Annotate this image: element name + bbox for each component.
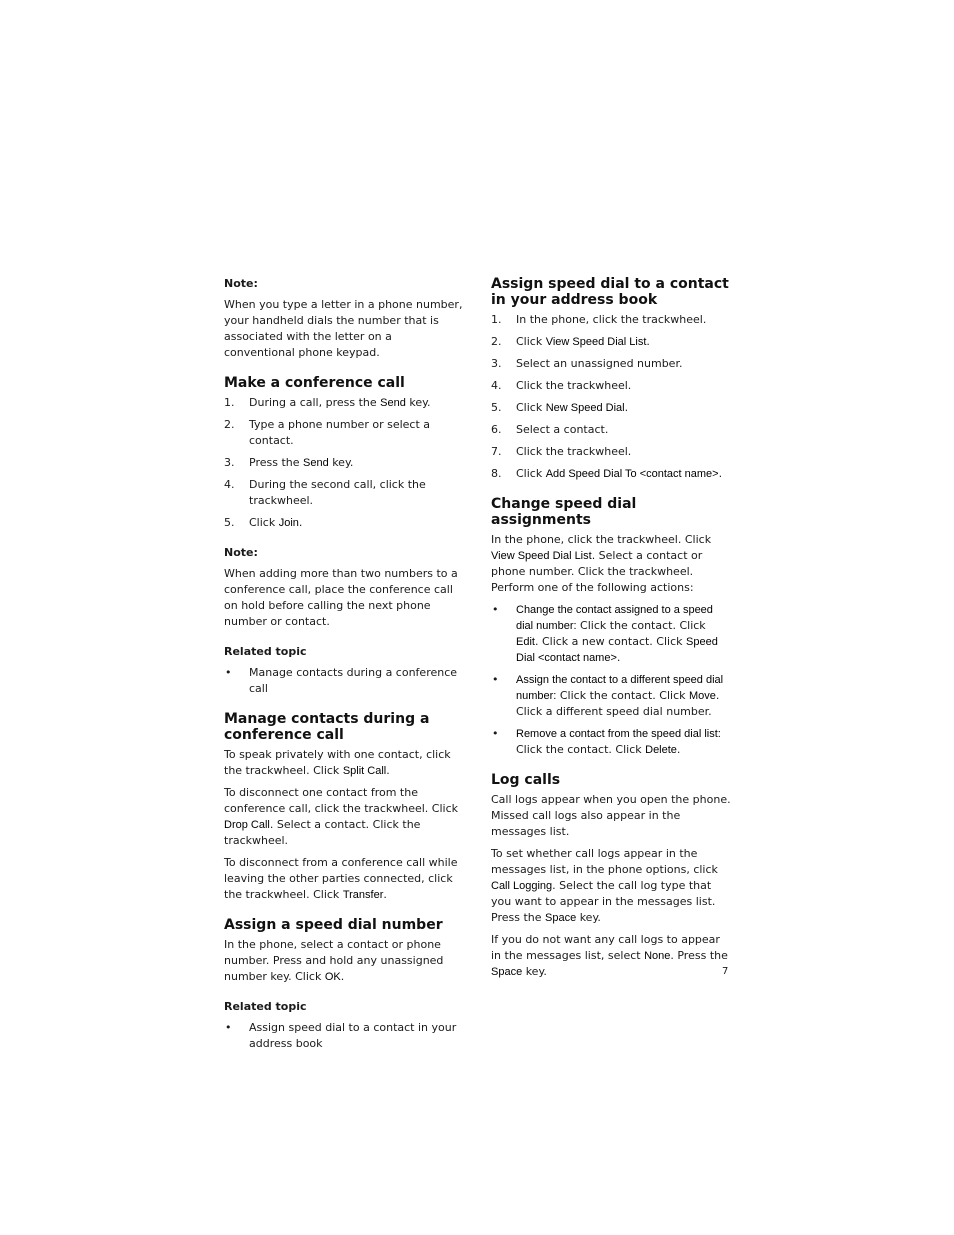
note-label: Note: <box>224 277 258 290</box>
step-number: 1. <box>224 396 235 409</box>
step-text: During the second call, click the trackwheel. <box>249 478 426 507</box>
section-heading: Manage contacts during a conference call <box>224 711 430 743</box>
text: key. <box>522 965 547 978</box>
ui-term: Move <box>688 690 716 702</box>
step-number: 3. <box>491 357 502 370</box>
step-text: . <box>718 467 723 480</box>
text: . <box>340 970 345 983</box>
text: To disconnect one contact from the conference call, click the trackwheel. Click <box>224 786 458 815</box>
step-text: . <box>624 401 629 414</box>
list-item <box>224 477 464 509</box>
ui-term: Add Speed Dial To <contact name> <box>545 468 719 480</box>
bullet-icon: • <box>492 603 499 616</box>
text: . Click a different speed dial number. <box>516 689 720 718</box>
page-number: 7 <box>722 966 729 977</box>
text: If you do not want any call logs to appear in the messages list, select <box>491 933 720 962</box>
step-number: 1. <box>491 313 502 326</box>
text: To disconnect from a conference call while leaving the other parties connected, click the trackwheel. Click <box>224 856 458 901</box>
ui-term: Send <box>380 397 406 409</box>
section-assign-speed-dial-contact <box>491 276 731 482</box>
ui-term: Space <box>545 912 577 924</box>
text: . <box>383 888 387 901</box>
list-item <box>224 515 464 531</box>
section-change-speed-dial <box>491 496 731 758</box>
list-item <box>491 356 731 372</box>
action-lead: Remove a contact from the speed dial list: <box>516 728 721 740</box>
section-heading: Assign speed dial to a contact in your address book <box>491 276 729 308</box>
step-text: Type a phone number or select a contact. <box>249 418 431 447</box>
ui-term: None <box>644 950 671 962</box>
text: . Select a contact. Click the trackwheel. <box>224 818 421 847</box>
ui-term: Join <box>278 517 299 529</box>
related-topic-link[interactable]: Assign speed dial to a contact in your address book <box>249 1021 457 1050</box>
list-item <box>491 602 731 666</box>
list-item <box>491 312 731 328</box>
related-topic-link[interactable]: Manage contacts during a conference call <box>249 666 458 695</box>
related-topic-item[interactable] <box>224 665 464 697</box>
note-block <box>224 276 464 361</box>
steps-list <box>224 395 464 531</box>
related-topic-label: Related topic <box>224 1000 307 1013</box>
step-text: Click <box>516 467 546 480</box>
step-text: Click <box>249 516 279 529</box>
ui-term: Space <box>491 966 523 978</box>
step-text: Click <box>516 401 546 414</box>
ui-term: Speed Dial <contact name> <box>516 636 718 664</box>
text: In the phone, select a contact or phone number. Press and hold any unassigned number key. Click <box>224 938 444 983</box>
paragraph <box>491 932 731 980</box>
section-manage-contacts <box>224 711 464 903</box>
ui-term: Transfer <box>342 889 384 901</box>
text: key. <box>576 911 601 924</box>
paragraph <box>224 937 464 985</box>
section-heading: Assign a speed dial number <box>224 917 443 933</box>
section-heading: Change speed dial assignments <box>491 496 637 528</box>
text: . Select the call log type that you want to appear in the messages list. Press the <box>491 879 716 924</box>
text: . <box>676 743 681 756</box>
text: . <box>386 764 390 777</box>
note-text: When you type a letter in a phone number, your handheld dials the number that is associated with the letter on a conventional phone keypad. <box>224 298 463 359</box>
list-item <box>491 466 731 482</box>
ui-term: View Speed Dial List <box>545 336 647 348</box>
step-text: Click <box>516 335 546 348</box>
step-text: During a call, press the <box>249 396 381 409</box>
section-heading: Log calls <box>491 772 561 788</box>
list-item <box>491 726 731 758</box>
step-number: 4. <box>491 379 502 392</box>
step-text: . <box>646 335 650 348</box>
step-text: Select a contact. <box>516 423 609 436</box>
text: . <box>616 651 621 664</box>
paragraph <box>491 846 731 926</box>
ui-term: Split Call <box>342 765 387 777</box>
text: To speak privately with one contact, click the trackwheel. Click <box>224 748 451 777</box>
bullet-icon: • <box>225 1021 232 1034</box>
bullet-icon: • <box>492 673 499 686</box>
step-number: 2. <box>224 418 235 431</box>
paragraph <box>491 532 731 596</box>
related-topic-block <box>224 644 464 697</box>
text: In the phone, click the trackwheel. Click <box>491 533 712 546</box>
note-block <box>224 545 464 630</box>
text: Click the contact. Click <box>516 743 646 756</box>
related-topic-label: Related topic <box>224 645 307 658</box>
related-topic-list <box>224 665 464 697</box>
step-text: Click the trackwheel. <box>516 379 632 392</box>
section-log-calls <box>491 772 731 980</box>
list-item <box>491 400 731 416</box>
related-topic-item[interactable] <box>224 1020 464 1052</box>
list-item <box>491 422 731 438</box>
note-label: Note: <box>224 546 258 559</box>
section-assign-speed-dial <box>224 917 464 985</box>
related-topic-list <box>224 1020 464 1052</box>
list-item <box>491 334 731 350</box>
step-number: 7. <box>491 445 502 458</box>
list-item <box>491 378 731 394</box>
bullet-icon: • <box>225 666 232 679</box>
text: To set whether call logs appear in the messages list, in the phone options, click <box>491 847 718 876</box>
steps-list <box>491 312 731 482</box>
section-make-conference-call <box>224 375 464 531</box>
step-number: 3. <box>224 456 235 469</box>
note-text: When adding more than two numbers to a conference call, place the conference call on hold before calling the next phone number or contact. <box>224 567 458 628</box>
text: . Click a new contact. Click <box>534 635 687 648</box>
paragraph <box>224 855 464 903</box>
ui-term: OK <box>324 971 341 983</box>
ui-term: Edit <box>516 636 535 648</box>
actions-list <box>491 602 731 758</box>
step-text: key. <box>405 396 431 409</box>
step-number: 5. <box>224 516 235 529</box>
paragraph <box>224 785 464 849</box>
text: . Select a contact or phone number. Click the trackwheel. Perform one of the following actions: <box>491 549 703 594</box>
step-text: . <box>298 516 303 529</box>
text: . Press the <box>670 949 728 962</box>
list-item <box>491 444 731 460</box>
paragraph <box>224 747 464 779</box>
step-number: 6. <box>491 423 502 436</box>
text: Click the contact. Click <box>556 689 689 702</box>
ui-term: Call Logging <box>491 880 553 892</box>
step-text: Select an unassigned number. <box>516 357 683 370</box>
ui-term: Delete <box>645 744 677 756</box>
right-column <box>491 276 731 994</box>
ui-term: New Speed Dial <box>545 402 625 414</box>
step-text: Click the trackwheel. <box>516 445 632 458</box>
step-number: 2. <box>491 335 502 348</box>
step-number: 8. <box>491 467 502 480</box>
step-number: 5. <box>491 401 502 414</box>
action-lead: Assign the contact to a different speed dial number: <box>516 674 724 702</box>
section-heading: Make a conference call <box>224 375 405 391</box>
related-topic-block <box>224 999 464 1052</box>
left-column <box>224 276 464 1066</box>
ui-term: Send <box>303 457 329 469</box>
step-text: Press the <box>249 456 303 469</box>
list-item <box>224 395 464 411</box>
list-item <box>224 455 464 471</box>
bullet-icon: • <box>492 727 499 740</box>
list-item <box>491 672 731 720</box>
text: Click the contact. Click <box>576 619 706 632</box>
step-number: 4. <box>224 478 235 491</box>
list-item <box>224 417 464 449</box>
ui-term: View Speed Dial List <box>491 550 592 562</box>
paragraph: Call logs appear when you open the phone. Missed call logs also appear in the messages list. <box>491 793 731 838</box>
step-text: In the phone, click the trackwheel. <box>516 313 707 326</box>
action-lead: Change the contact assigned to a speed dial number: <box>516 604 713 632</box>
ui-term: Drop Call <box>224 819 270 831</box>
step-text: key. <box>328 456 354 469</box>
